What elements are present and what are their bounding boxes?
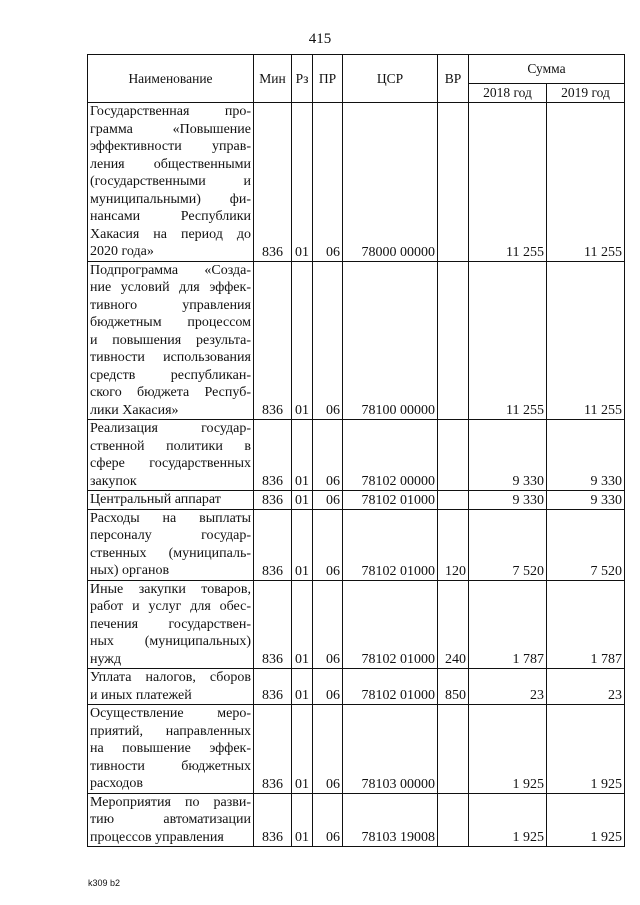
cell-csr: 78103 19008 xyxy=(343,793,438,847)
name-line: Центральный аппарат xyxy=(90,492,221,507)
cell-2018: 7 520 xyxy=(469,509,547,580)
name-line: средств республикан- xyxy=(90,367,251,383)
cell-vr xyxy=(438,793,469,847)
name-line: нужд xyxy=(90,651,122,667)
cell-2019: 11 255 xyxy=(547,103,625,262)
name-line: на повышение эффек- xyxy=(90,741,251,756)
name-line: Реализация государ- xyxy=(90,421,251,436)
cell-name xyxy=(88,580,254,669)
name-line: тивности использования xyxy=(90,350,251,365)
name-line: работ и услуг для обес- xyxy=(90,599,251,614)
cell-csr: 78100 00000 xyxy=(343,261,438,420)
cell-vr xyxy=(438,420,469,491)
cell-vr: 120 xyxy=(438,509,469,580)
cell-2019: 1 925 xyxy=(547,705,625,794)
header-pr: ПР xyxy=(313,55,343,103)
name-line: сфере государственных xyxy=(90,456,251,471)
cell-rz: 01 xyxy=(292,103,313,262)
cell-name xyxy=(88,669,254,705)
cell-min: 836 xyxy=(254,420,292,491)
name-line: ние условий для эффек- xyxy=(90,280,251,295)
name-line: муниципальными) фи- xyxy=(90,191,251,207)
name-line: ления общественными xyxy=(90,156,251,172)
cell-rz: 01 xyxy=(292,793,313,847)
cell-pr: 06 xyxy=(313,509,343,580)
name-line: расходов xyxy=(90,776,144,791)
name-line: Подпрограмма «Созда- xyxy=(90,262,251,278)
cell-vr xyxy=(438,103,469,262)
name-line: ных) органов xyxy=(90,563,170,578)
header-vr: ВР xyxy=(438,55,469,103)
cell-name xyxy=(88,491,254,510)
cell-min: 836 xyxy=(254,103,292,262)
table-row xyxy=(88,103,625,262)
budget-table xyxy=(87,54,625,847)
cell-2019: 1 787 xyxy=(547,580,625,669)
name-line: ского бюджета Респуб- xyxy=(90,385,251,400)
table-row xyxy=(88,793,625,847)
table-row xyxy=(88,669,625,705)
table-row xyxy=(88,509,625,580)
cell-2018: 11 255 xyxy=(469,103,547,262)
name-line: нансами Республики xyxy=(90,209,251,224)
cell-pr: 06 xyxy=(313,705,343,794)
cell-rz: 01 xyxy=(292,669,313,705)
cell-csr: 78102 01000 xyxy=(343,669,438,705)
header-rz: Рз xyxy=(292,55,313,103)
page-number: 415 xyxy=(308,31,332,47)
cell-2018: 1 925 xyxy=(469,705,547,794)
header-min: Мин xyxy=(254,55,292,103)
name-line: тивности бюджетных xyxy=(90,758,251,774)
table-row xyxy=(88,705,625,794)
name-line: ственных (муниципаль- xyxy=(90,545,251,561)
name-line: ных (муниципальных) xyxy=(90,634,251,649)
cell-2019: 7 520 xyxy=(547,509,625,580)
table-row xyxy=(88,261,625,420)
cell-2019: 11 255 xyxy=(547,261,625,420)
header-name: Наименование xyxy=(88,55,254,103)
cell-vr xyxy=(438,491,469,510)
cell-min: 836 xyxy=(254,580,292,669)
cell-name xyxy=(88,793,254,847)
footer-code: k309 b2 xyxy=(88,878,121,888)
cell-pr: 06 xyxy=(313,669,343,705)
cell-2019: 23 xyxy=(547,669,625,705)
cell-2018: 11 255 xyxy=(469,261,547,420)
cell-rz: 01 xyxy=(292,580,313,669)
cell-csr: 78102 00000 xyxy=(343,420,438,491)
name-line: Расходы на выплаты xyxy=(90,510,251,526)
name-line: закупок xyxy=(90,473,137,489)
name-line: тию автоматизации xyxy=(90,812,251,827)
cell-rz: 01 xyxy=(292,705,313,794)
cell-min: 836 xyxy=(254,261,292,420)
name-line: Иные закупки товаров, xyxy=(90,581,251,597)
table-header xyxy=(88,55,625,103)
name-line: и повышения результа- xyxy=(90,332,251,348)
cell-min: 836 xyxy=(254,793,292,847)
name-line: Хакасия на период до xyxy=(90,226,251,242)
cell-2019: 1 925 xyxy=(547,793,625,847)
name-line: приятий, направленных xyxy=(90,723,251,739)
cell-min: 836 xyxy=(254,705,292,794)
name-line: и иных платежей xyxy=(90,687,192,703)
cell-pr: 06 xyxy=(313,491,343,510)
cell-csr: 78102 01000 xyxy=(343,580,438,669)
cell-pr: 06 xyxy=(313,420,343,491)
name-line: лики Хакасия» xyxy=(90,402,179,418)
cell-min: 836 xyxy=(254,509,292,580)
cell-2019: 9 330 xyxy=(547,420,625,491)
cell-name xyxy=(88,705,254,794)
name-line: Осуществление меро- xyxy=(90,706,251,721)
table-body xyxy=(88,103,625,847)
name-line: бюджетным процессом xyxy=(90,315,251,330)
name-line: тивного управления xyxy=(90,297,251,313)
header-year-2019: 2019 год xyxy=(547,84,625,103)
cell-2018: 1 925 xyxy=(469,793,547,847)
name-line: эффективности управ- xyxy=(90,139,251,154)
name-line: Уплата налогов, сборов xyxy=(90,670,251,685)
name-line: грамма «Повышение xyxy=(90,121,251,137)
name-line: Государственная про- xyxy=(90,104,251,119)
name-line: ственной политики в xyxy=(90,438,251,454)
cell-vr: 240 xyxy=(438,580,469,669)
cell-csr: 78102 01000 xyxy=(343,491,438,510)
cell-pr: 06 xyxy=(313,261,343,420)
header-csr: ЦСР xyxy=(343,55,438,103)
cell-name xyxy=(88,103,254,262)
table-row xyxy=(88,580,625,669)
cell-vr xyxy=(438,261,469,420)
name-line: процессов управления xyxy=(90,829,224,845)
cell-rz: 01 xyxy=(292,420,313,491)
name-line: печения государствен- xyxy=(90,616,251,632)
cell-2018: 9 330 xyxy=(469,491,547,510)
cell-name xyxy=(88,420,254,491)
cell-vr xyxy=(438,705,469,794)
cell-name xyxy=(88,261,254,420)
cell-csr: 78102 01000 xyxy=(343,509,438,580)
header-sum: Сумма xyxy=(469,55,625,84)
cell-2018: 23 xyxy=(469,669,547,705)
cell-pr: 06 xyxy=(313,580,343,669)
cell-2019: 9 330 xyxy=(547,491,625,510)
cell-vr: 850 xyxy=(438,669,469,705)
name-line: персоналу государ- xyxy=(90,528,251,543)
cell-min: 836 xyxy=(254,491,292,510)
cell-pr: 06 xyxy=(313,793,343,847)
name-line: Мероприятия по разви- xyxy=(90,794,251,810)
cell-2018: 1 787 xyxy=(469,580,547,669)
header-year-2018: 2018 год xyxy=(469,84,547,103)
cell-min: 836 xyxy=(254,669,292,705)
cell-2018: 9 330 xyxy=(469,420,547,491)
cell-rz: 01 xyxy=(292,261,313,420)
cell-csr: 78000 00000 xyxy=(343,103,438,262)
table-row xyxy=(88,420,625,491)
cell-pr: 06 xyxy=(313,103,343,262)
cell-rz: 01 xyxy=(292,509,313,580)
name-line: (государственными и xyxy=(90,174,251,189)
cell-csr: 78103 00000 xyxy=(343,705,438,794)
table-row xyxy=(88,491,625,510)
cell-name xyxy=(88,509,254,580)
cell-rz: 01 xyxy=(292,491,313,510)
name-line: 2020 года» xyxy=(90,244,154,259)
